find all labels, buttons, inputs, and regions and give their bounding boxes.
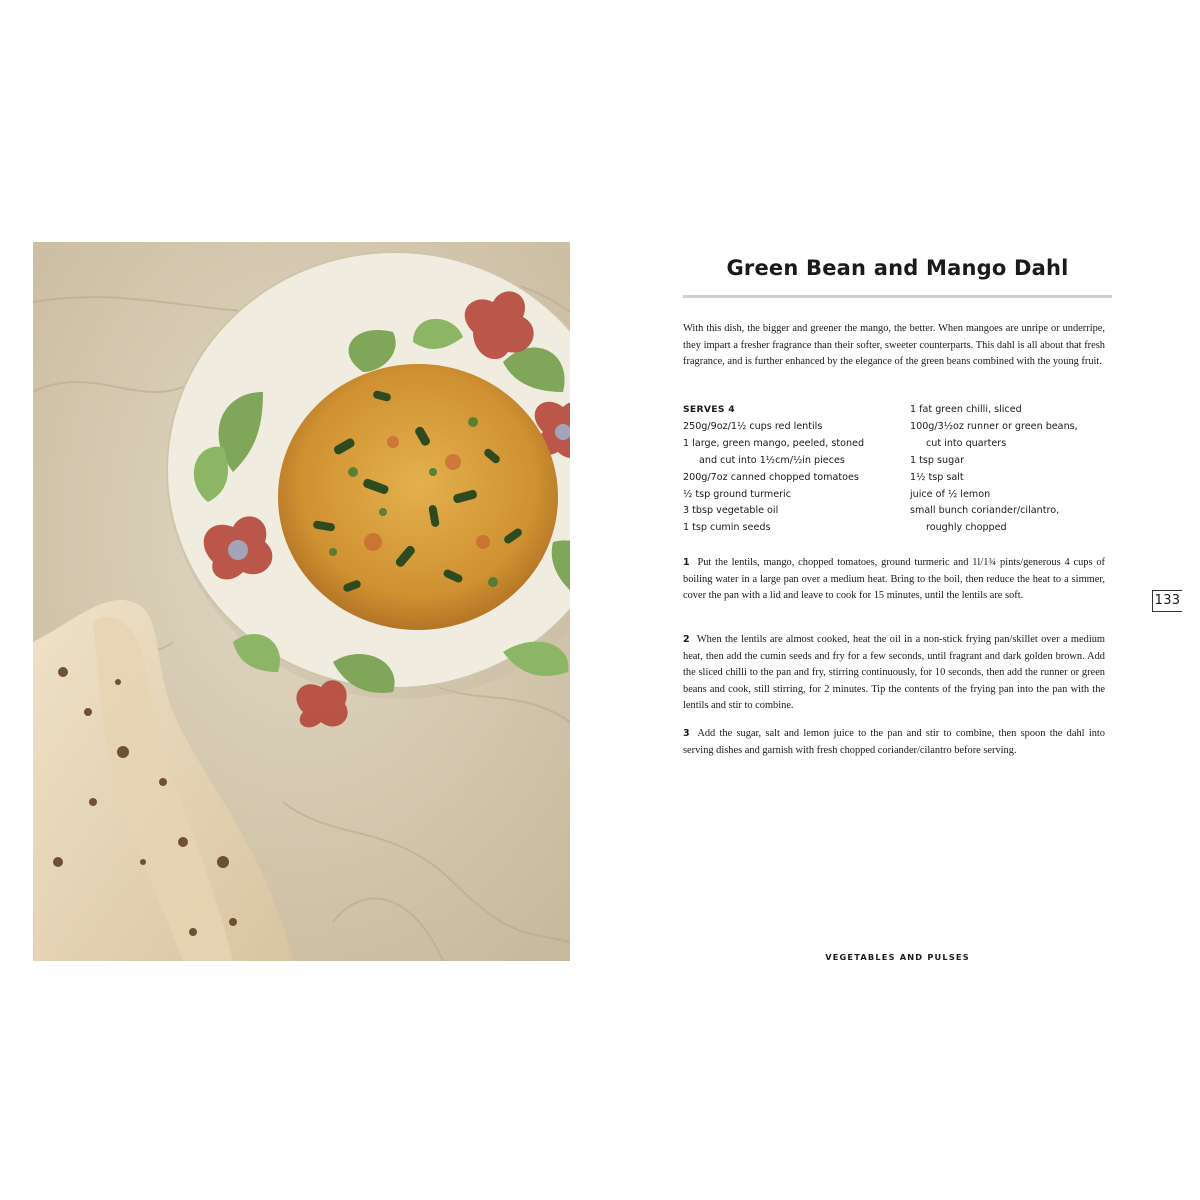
ingredient-item: 250g/9oz/1½ cups red lentils (683, 420, 823, 432)
page-number: 133 (1152, 590, 1182, 612)
dish-photo-illustration (33, 242, 570, 961)
step-text: Put the lentils, mango, chopped tomatoes, ground turmeric and 1l/1¾ pints/generous 4 cups of boiling water in a large pan over a medium heat. Bring to the boil, then reduce the heat to a simmer, cover the pan with a lid and leave to cook for 15 minutes, until the lentils are soft. (683, 557, 1105, 602)
ingredient-item: cut into quarters (926, 437, 1007, 449)
step-number: 2 (683, 634, 690, 645)
ingredient-item: 1 large, green mango, peeled, stoned (683, 437, 865, 449)
ingredient-item: juice of ½ lemon (910, 488, 991, 500)
method-step (683, 632, 1105, 715)
ingredient-item: and cut into 1½cm/½in pieces (699, 454, 845, 466)
ingredients-list (683, 402, 1105, 537)
ingredient-item: 100g/3½oz runner or green beans, (910, 420, 1078, 432)
ingredients-column-left (683, 402, 910, 537)
dish-photo (33, 242, 570, 961)
title-divider (683, 295, 1112, 298)
ingredient-item: small bunch coriander/cilantro, (910, 505, 1060, 517)
ingredient-item: roughly chopped (926, 522, 1007, 534)
step-text: When the lentils are almost cooked, heat the oil in a non-stick frying pan/skillet over a medium heat, then add the cumin seeds and fry for a few seconds, until fragrant and dark golden brown. Add the sliced chilli to the pan and fry, stirring continuously, for 10 seconds, then add the runner or green beans and cook, still stirring, for 2 minutes. Tip the contents of the frying pan into the pan with the lentils and stir to combine. (683, 634, 1105, 712)
section-footer: VEGETABLES AND PULSES (825, 952, 970, 962)
dahl (278, 364, 558, 630)
ingredient-item: 1 tsp cumin seeds (683, 522, 771, 534)
ingredient-item: 3 tbsp vegetable oil (683, 505, 779, 517)
ingredient-item: 1 fat green chilli, sliced (910, 404, 1022, 415)
method-step (683, 555, 1105, 605)
recipe-title: Green Bean and Mango Dahl (726, 256, 1069, 280)
method-step (683, 726, 1105, 759)
ingredient-item: 200g/7oz canned chopped tomatoes (683, 471, 859, 483)
step-text: Add the sugar, salt and lemon juice to the pan and stir to combine, then spoon the dahl into serving dishes and garnish with fresh chopped coriander/cilantro before serving. (683, 728, 1106, 756)
serves-label: SERVES 4 (683, 404, 735, 415)
recipe-intro: With this dish, the bigger and greener the mango, the better. When mangoes are unripe or underripe, they impart a fresher fragrance than their softer, sweeter counterparts. This dahl is all about that fresh fragrance, and is further enhanced by the elegance of the green beans combined with the young fruit. (683, 323, 1105, 368)
ingredient-item: 1 tsp sugar (910, 454, 965, 466)
ingredient-item: ½ tsp ground turmeric (683, 488, 791, 500)
ingredients-column-right (910, 402, 1105, 537)
step-number: 1 (683, 557, 690, 568)
step-number: 3 (683, 728, 690, 739)
ingredient-item: 1½ tsp salt (910, 471, 964, 483)
